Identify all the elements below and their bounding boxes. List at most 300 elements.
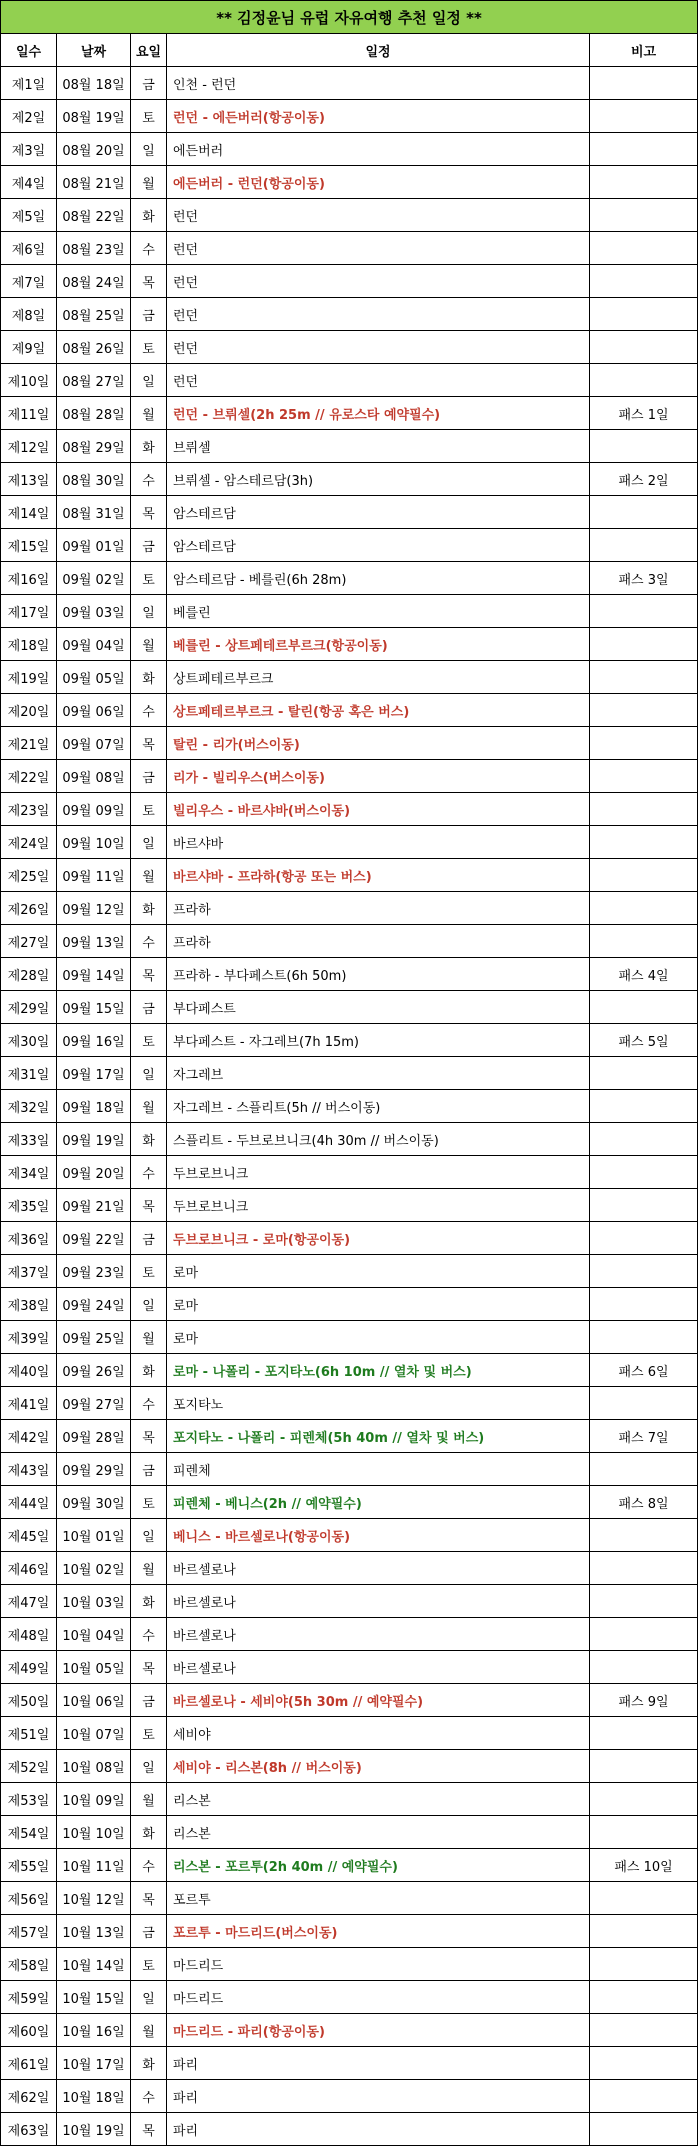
note-cell: 패스 8일 [590,1486,698,1519]
note-cell [590,1189,698,1222]
note-cell [590,298,698,331]
date-cell: 09월 30일 [57,1486,131,1519]
plan-cell: 런던 [167,298,590,331]
day-cell: 제28일 [1,958,57,991]
table-row [1,166,698,199]
weekday-cell: 금 [131,529,167,562]
plan-cell: 로마 [167,1255,590,1288]
table-row [1,1321,698,1354]
date-cell: 09월 02일 [57,562,131,595]
day-cell: 제63일 [1,2113,57,2146]
date-cell: 09월 12일 [57,892,131,925]
date-cell: 09월 09일 [57,793,131,826]
date-cell: 09월 17일 [57,1057,131,1090]
plan-cell: 바르셀로나 [167,1618,590,1651]
table-row [1,463,698,496]
day-cell: 제7일 [1,265,57,298]
note-cell: 패스 3일 [590,562,698,595]
weekday-cell: 금 [131,298,167,331]
date-cell: 09월 10일 [57,826,131,859]
table-row [1,364,698,397]
date-cell: 09월 06일 [57,694,131,727]
plan-cell: 로마 [167,1288,590,1321]
day-cell: 제54일 [1,1816,57,1849]
weekday-cell: 토 [131,1948,167,1981]
weekday-cell: 일 [131,1750,167,1783]
weekday-cell: 수 [131,1387,167,1420]
plan-cell: 포르투 [167,1882,590,1915]
table-row [1,397,698,430]
date-cell: 10월 13일 [57,1915,131,1948]
date-cell: 08월 24일 [57,265,131,298]
day-cell: 제59일 [1,1981,57,2014]
day-cell: 제42일 [1,1420,57,1453]
date-cell: 10월 05일 [57,1651,131,1684]
date-cell: 08월 20일 [57,133,131,166]
table-row [1,628,698,661]
table-row [1,232,698,265]
date-cell: 09월 11일 [57,859,131,892]
header-weekday: 요일 [131,34,167,67]
weekday-cell: 목 [131,496,167,529]
weekday-cell: 금 [131,67,167,100]
date-cell: 08월 31일 [57,496,131,529]
note-cell [590,1156,698,1189]
table-row [1,2014,698,2047]
table-row [1,1387,698,1420]
weekday-cell: 일 [131,364,167,397]
weekday-cell: 수 [131,925,167,958]
plan-cell: 프라하 [167,925,590,958]
table-row [1,1024,698,1057]
date-cell: 08월 18일 [57,67,131,100]
table-row [1,793,698,826]
table-row [1,1189,698,1222]
date-cell: 10월 18일 [57,2080,131,2113]
day-cell: 제57일 [1,1915,57,1948]
weekday-cell: 토 [131,1486,167,1519]
note-cell: 패스 1일 [590,397,698,430]
date-cell: 08월 30일 [57,463,131,496]
note-cell [590,1915,698,1948]
note-cell: 패스 7일 [590,1420,698,1453]
day-cell: 제10일 [1,364,57,397]
note-cell [590,1057,698,1090]
plan-cell: 자그레브 - 스플리트(5h // 버스이동) [167,1090,590,1123]
weekday-cell: 목 [131,1882,167,1915]
note-cell [590,1651,698,1684]
day-cell: 제12일 [1,430,57,463]
plan-cell: 암스테르담 [167,529,590,562]
weekday-cell: 일 [131,1057,167,1090]
table-row [1,1420,698,1453]
table-row [1,1354,698,1387]
note-cell [590,628,698,661]
header-plan: 일정 [167,34,590,67]
weekday-cell: 일 [131,1519,167,1552]
note-cell [590,925,698,958]
note-cell [590,1123,698,1156]
plan-cell: 파리 [167,2080,590,2113]
plan-cell: 두브로브니크 [167,1189,590,1222]
note-cell: 패스 5일 [590,1024,698,1057]
date-cell: 09월 23일 [57,1255,131,1288]
note-cell [590,1783,698,1816]
plan-cell: 자그레브 [167,1057,590,1090]
weekday-cell: 토 [131,793,167,826]
day-cell: 제53일 [1,1783,57,1816]
weekday-cell: 일 [131,826,167,859]
table-row [1,430,698,463]
date-cell: 10월 09일 [57,1783,131,1816]
table-row [1,199,698,232]
date-cell: 10월 11일 [57,1849,131,1882]
plan-cell: 프라하 - 부다페스트(6h 50m) [167,958,590,991]
note-cell [590,1255,698,1288]
date-cell: 10월 10일 [57,1816,131,1849]
date-cell: 08월 19일 [57,100,131,133]
weekday-cell: 수 [131,694,167,727]
weekday-cell: 화 [131,892,167,925]
table-row [1,1585,698,1618]
page-title: ** 김정윤님 유럽 자유여행 추천 일정 ** [1,1,698,34]
plan-cell: 포르투 - 마드리드(버스이동) [167,1915,590,1948]
note-cell [590,2014,698,2047]
note-cell [590,661,698,694]
day-cell: 제31일 [1,1057,57,1090]
day-cell: 제24일 [1,826,57,859]
table-row [1,67,698,100]
plan-cell: 베를린 - 상트페테르부르크(항공이동) [167,628,590,661]
day-cell: 제34일 [1,1156,57,1189]
date-cell: 09월 20일 [57,1156,131,1189]
plan-cell: 런던 - 에든버러(항공이동) [167,100,590,133]
weekday-cell: 토 [131,562,167,595]
weekday-cell: 월 [131,859,167,892]
header-row [1,34,698,67]
weekday-cell: 월 [131,628,167,661]
weekday-cell: 토 [131,1255,167,1288]
note-cell [590,1387,698,1420]
day-cell: 제21일 [1,727,57,760]
plan-cell: 빌리우스 - 바르샤바(버스이동) [167,793,590,826]
day-cell: 제18일 [1,628,57,661]
table-row [1,892,698,925]
table-row [1,331,698,364]
header-date: 날짜 [57,34,131,67]
day-cell: 제40일 [1,1354,57,1387]
note-cell: 패스 4일 [590,958,698,991]
table-row [1,595,698,628]
weekday-cell: 월 [131,1783,167,1816]
plan-cell: 로마 [167,1321,590,1354]
date-cell: 09월 14일 [57,958,131,991]
table-row [1,1090,698,1123]
plan-cell: 에든버러 - 런던(항공이동) [167,166,590,199]
day-cell: 제17일 [1,595,57,628]
note-cell: 패스 6일 [590,1354,698,1387]
table-row [1,2047,698,2080]
note-cell [590,1321,698,1354]
plan-cell: 리스본 [167,1816,590,1849]
header-note: 비고 [590,34,698,67]
plan-cell: 파리 [167,2047,590,2080]
date-cell: 09월 22일 [57,1222,131,1255]
day-cell: 제26일 [1,892,57,925]
plan-cell: 두브로브니크 - 로마(항공이동) [167,1222,590,1255]
date-cell: 08월 25일 [57,298,131,331]
weekday-cell: 금 [131,1915,167,1948]
day-cell: 제11일 [1,397,57,430]
weekday-cell: 화 [131,2047,167,2080]
table-row [1,1255,698,1288]
table-row [1,1948,698,1981]
table-row [1,1651,698,1684]
table-row [1,826,698,859]
weekday-cell: 수 [131,1156,167,1189]
table-row [1,727,698,760]
plan-cell: 바르셀로나 [167,1651,590,1684]
date-cell: 10월 08일 [57,1750,131,1783]
day-cell: 제4일 [1,166,57,199]
note-cell [590,166,698,199]
plan-cell: 프라하 [167,892,590,925]
weekday-cell: 수 [131,1618,167,1651]
date-cell: 10월 17일 [57,2047,131,2080]
title-row [1,1,698,34]
table-row [1,496,698,529]
weekday-cell: 목 [131,727,167,760]
note-cell [590,100,698,133]
note-cell [590,430,698,463]
date-cell: 10월 01일 [57,1519,131,1552]
note-cell [590,1288,698,1321]
plan-cell: 베니스 - 바르셀로나(항공이동) [167,1519,590,1552]
weekday-cell: 일 [131,1288,167,1321]
plan-cell: 상트페테르부르크 [167,661,590,694]
plan-cell: 상트페테르부르크 - 탈린(항공 혹은 버스) [167,694,590,727]
weekday-cell: 화 [131,1354,167,1387]
day-cell: 제51일 [1,1717,57,1750]
plan-cell: 포지타노 [167,1387,590,1420]
note-cell: 패스 10일 [590,1849,698,1882]
date-cell: 09월 05일 [57,661,131,694]
plan-cell: 부다페스트 - 자그레브(7h 15m) [167,1024,590,1057]
weekday-cell: 화 [131,1816,167,1849]
day-cell: 제50일 [1,1684,57,1717]
date-cell: 09월 04일 [57,628,131,661]
plan-cell: 런던 [167,232,590,265]
date-cell: 09월 07일 [57,727,131,760]
day-cell: 제38일 [1,1288,57,1321]
weekday-cell: 월 [131,1321,167,1354]
day-cell: 제14일 [1,496,57,529]
table-row [1,1849,698,1882]
plan-cell: 인천 - 런던 [167,67,590,100]
day-cell: 제27일 [1,925,57,958]
day-cell: 제52일 [1,1750,57,1783]
day-cell: 제46일 [1,1552,57,1585]
day-cell: 제25일 [1,859,57,892]
note-cell [590,2047,698,2080]
weekday-cell: 목 [131,2113,167,2146]
table-row [1,265,698,298]
day-cell: 제45일 [1,1519,57,1552]
table-row [1,1717,698,1750]
weekday-cell: 목 [131,1189,167,1222]
day-cell: 제37일 [1,1255,57,1288]
date-cell: 08월 21일 [57,166,131,199]
note-cell [590,859,698,892]
note-cell [590,1519,698,1552]
plan-cell: 부다페스트 [167,991,590,1024]
table-row [1,2080,698,2113]
plan-cell: 탈린 - 리가(버스이동) [167,727,590,760]
note-cell [590,67,698,100]
weekday-cell: 월 [131,1090,167,1123]
day-cell: 제15일 [1,529,57,562]
day-cell: 제56일 [1,1882,57,1915]
weekday-cell: 월 [131,1552,167,1585]
table-row [1,2113,698,2146]
table-row [1,1816,698,1849]
note-cell: 패스 9일 [590,1684,698,1717]
date-cell: 10월 15일 [57,1981,131,2014]
date-cell: 09월 08일 [57,760,131,793]
plan-cell: 두브로브니크 [167,1156,590,1189]
plan-cell: 브뤼셀 [167,430,590,463]
table-row [1,1519,698,1552]
day-cell: 제61일 [1,2047,57,2080]
note-cell [590,1750,698,1783]
weekday-cell: 일 [131,595,167,628]
weekday-cell: 목 [131,958,167,991]
day-cell: 제62일 [1,2080,57,2113]
weekday-cell: 토 [131,1717,167,1750]
plan-cell: 세비야 - 리스본(8h // 버스이동) [167,1750,590,1783]
day-cell: 제2일 [1,100,57,133]
plan-cell: 바르셀로나 [167,1585,590,1618]
table-row [1,1618,698,1651]
note-cell [590,1453,698,1486]
weekday-cell: 금 [131,760,167,793]
weekday-cell: 금 [131,991,167,1024]
note-cell [590,331,698,364]
weekday-cell: 금 [131,1684,167,1717]
date-cell: 09월 28일 [57,1420,131,1453]
date-cell: 08월 29일 [57,430,131,463]
note-cell [590,1222,698,1255]
day-cell: 제3일 [1,133,57,166]
table-row [1,1123,698,1156]
day-cell: 제43일 [1,1453,57,1486]
weekday-cell: 목 [131,1420,167,1453]
note-cell [590,991,698,1024]
date-cell: 09월 13일 [57,925,131,958]
day-cell: 제1일 [1,67,57,100]
day-cell: 제60일 [1,2014,57,2047]
date-cell: 10월 14일 [57,1948,131,1981]
date-cell: 09월 03일 [57,595,131,628]
note-cell [590,1882,698,1915]
table-row [1,859,698,892]
table-row [1,529,698,562]
plan-cell: 암스테르담 [167,496,590,529]
day-cell: 제9일 [1,331,57,364]
weekday-cell: 금 [131,1222,167,1255]
weekday-cell: 화 [131,1123,167,1156]
date-cell: 08월 22일 [57,199,131,232]
date-cell: 09월 29일 [57,1453,131,1486]
day-cell: 제22일 [1,760,57,793]
note-cell [590,1585,698,1618]
day-cell: 제58일 [1,1948,57,1981]
note-cell [590,1948,698,1981]
plan-cell: 포지타노 - 나폴리 - 피렌체(5h 40m // 열차 및 버스) [167,1420,590,1453]
plan-cell: 리스본 - 포르투(2h 40m // 예약필수) [167,1849,590,1882]
weekday-cell: 화 [131,430,167,463]
table-row [1,562,698,595]
day-cell: 제48일 [1,1618,57,1651]
weekday-cell: 금 [131,1453,167,1486]
date-cell: 10월 07일 [57,1717,131,1750]
weekday-cell: 목 [131,1651,167,1684]
itinerary-body [1,1,698,2146]
day-cell: 제6일 [1,232,57,265]
plan-cell: 리가 - 빌리우스(버스이동) [167,760,590,793]
day-cell: 제33일 [1,1123,57,1156]
note-cell [590,232,698,265]
date-cell: 09월 18일 [57,1090,131,1123]
note-cell [590,760,698,793]
date-cell: 08월 27일 [57,364,131,397]
note-cell [590,892,698,925]
weekday-cell: 월 [131,166,167,199]
note-cell [590,2080,698,2113]
day-cell: 제55일 [1,1849,57,1882]
date-cell: 09월 19일 [57,1123,131,1156]
day-cell: 제41일 [1,1387,57,1420]
weekday-cell: 일 [131,1981,167,2014]
date-cell: 10월 12일 [57,1882,131,1915]
note-cell [590,1618,698,1651]
day-cell: 제35일 [1,1189,57,1222]
date-cell: 10월 19일 [57,2113,131,2146]
table-row [1,1486,698,1519]
table-row [1,1783,698,1816]
plan-cell: 파리 [167,2113,590,2146]
note-cell [590,265,698,298]
plan-cell: 암스테르담 - 베를린(6h 28m) [167,562,590,595]
plan-cell: 런던 [167,331,590,364]
plan-cell: 바르샤바 - 프라하(항공 또는 버스) [167,859,590,892]
note-cell [590,496,698,529]
date-cell: 09월 26일 [57,1354,131,1387]
note-cell [590,1816,698,1849]
date-cell: 08월 23일 [57,232,131,265]
date-cell: 09월 27일 [57,1387,131,1420]
day-cell: 제5일 [1,199,57,232]
plan-cell: 리스본 [167,1783,590,1816]
day-cell: 제39일 [1,1321,57,1354]
table-row [1,1882,698,1915]
plan-cell: 베를린 [167,595,590,628]
table-row [1,1057,698,1090]
plan-cell: 바르셀로나 [167,1552,590,1585]
day-cell: 제29일 [1,991,57,1024]
table-row [1,1684,698,1717]
note-cell [590,694,698,727]
